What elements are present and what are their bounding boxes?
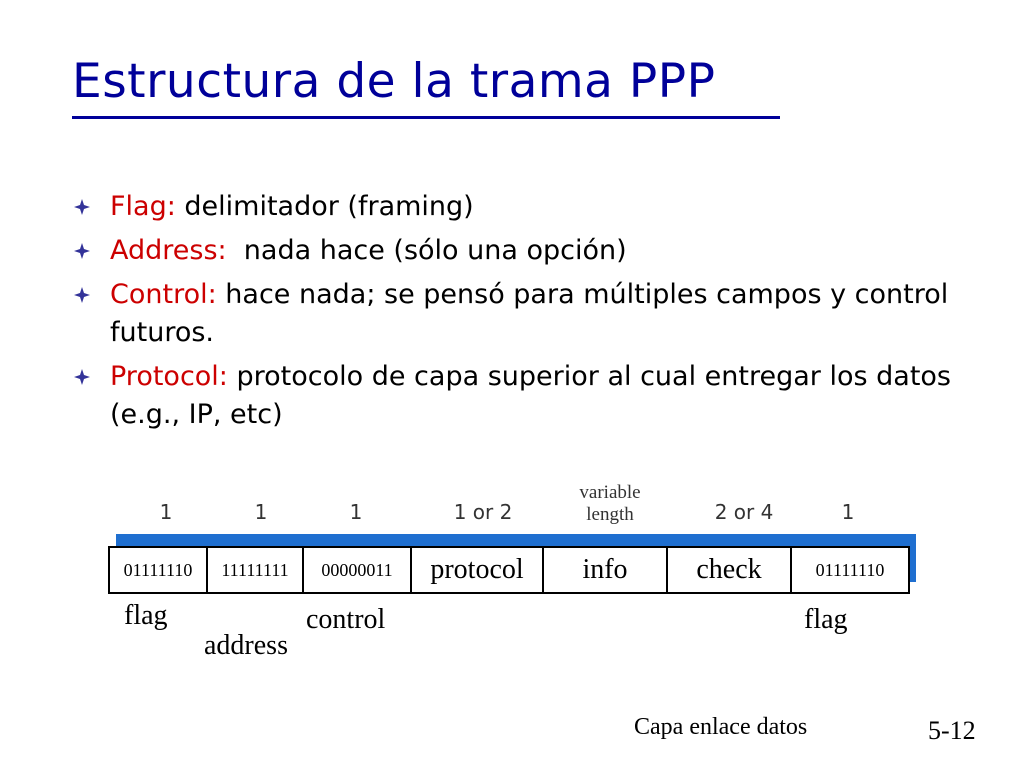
field-info: info <box>544 548 668 592</box>
diamond-bullet-icon <box>74 243 90 259</box>
field-flag2: 01111110 <box>792 548 908 592</box>
bullet-list <box>74 188 954 440</box>
size-info-line1: variable <box>579 482 641 503</box>
name-flag2: flag <box>804 604 848 635</box>
field-address: 11111111 <box>208 548 304 592</box>
ppp-frame-diagram <box>100 478 930 678</box>
diamond-bullet-icon <box>74 199 90 215</box>
footer-chapter: Capa enlace datos <box>634 714 808 740</box>
bullet-text: delimitador (framing) <box>175 191 474 222</box>
diamond-bullet-icon <box>74 287 90 303</box>
size-flag2: 1 <box>841 500 855 524</box>
field-control: 00000011 <box>304 548 412 592</box>
bullet-term: Address: <box>110 235 227 266</box>
size-protocol: 1 or 2 <box>453 500 513 524</box>
bullet-flag <box>74 188 954 226</box>
bullet-term: Control: <box>110 279 217 310</box>
size-control: 1 <box>349 500 363 524</box>
bullet-text: nada hace (sólo una opción) <box>226 235 627 266</box>
bullet-control <box>74 276 954 352</box>
size-info-line2: length <box>586 504 634 525</box>
diamond-bullet-icon <box>74 369 90 385</box>
field-flag1: 01111110 <box>110 548 208 592</box>
bullet-term: Flag: <box>110 191 176 222</box>
bullet-text: protocolo de capa superior al cual entregar los datos (e.g., IP, etc) <box>110 361 951 430</box>
size-flag1: 1 <box>159 500 173 524</box>
field-check: check <box>668 548 792 592</box>
size-check: 2 or 4 <box>714 500 774 524</box>
bullet-protocol <box>74 358 954 434</box>
frame-fields <box>108 546 910 594</box>
size-address: 1 <box>254 500 268 524</box>
bullet-term: Protocol: <box>110 361 228 392</box>
slide-title: Estructura de la trama PPP <box>72 54 716 109</box>
name-flag1: flag <box>124 600 168 631</box>
name-control: control <box>306 604 386 635</box>
footer-page-number: 5-12 <box>928 716 976 745</box>
field-protocol: protocol <box>412 548 544 592</box>
bullet-address <box>74 232 954 270</box>
title-underline <box>72 116 780 119</box>
bullet-text: hace nada; se pensó para múltiples campos y control futuros. <box>110 279 949 348</box>
size-info <box>555 482 665 526</box>
name-address: address <box>204 630 288 661</box>
